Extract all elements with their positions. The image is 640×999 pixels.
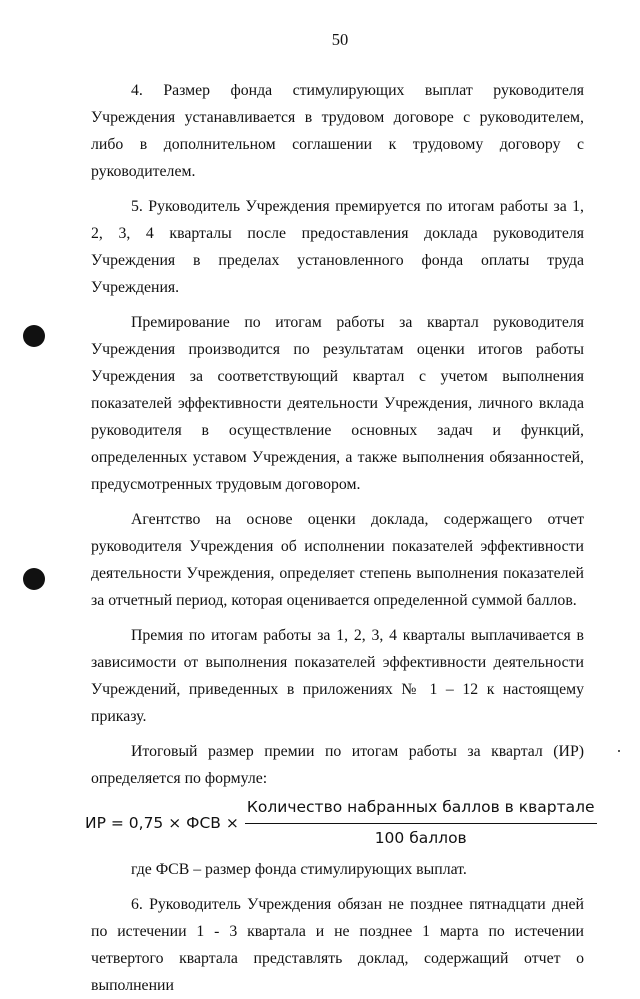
bonus-formula [85, 798, 595, 847]
formula-lhs: ИР = 0,75 × ФСВ × [85, 813, 239, 832]
paragraph-bonus: Премирование по итогам работы за квартал руководителя Учреждения производится по результатам оценки итогов работы Учреждения за соответствующий квартал с учетом выполнения показателей эффективности деятельности Учреждения, личного вклада руководителя в осуществление основных задач и функций, определенных уставом Учреждения, а также выполнения обязанностей, предусмотренных трудовым договором. [91, 314, 584, 493]
paragraph-5: 5. Руководитель Учреждения премируется по итогам работы за 1, 2, 3, 4 кварталы после предоставления доклада руководителя Учреждения в пределах установленного фонда оплаты труда Учреждения. [91, 198, 584, 296]
formula-fraction [245, 794, 597, 852]
paragraph-premium: Премия по итогам работы за 1, 2, 3, 4 кварталы выплачивается в зависимости от выполнения показателей эффективности деятельности Учреждений, приведенных в приложениях № 1 – 12 к настоящему приказу. [91, 627, 584, 725]
document-body [85, 77, 595, 999]
paragraph-6: 6. Руководитель Учреждения обязан не позднее пятнадцати дней по истечении 1 - 3 квартала и не позднее 1 марта по истечении четвертого квартала представлять доклад, содержащий отчет о выполнении [91, 896, 584, 994]
paragraph-4: 4. Размер фонда стимулирующих выплат руководителя Учреждения устанавливается в трудовом договоре с руководителем, либо в дополнительном соглашении к трудовому договору с руководителем. [91, 82, 584, 180]
formula-numerator: Количество набранных баллов в квартале [245, 794, 597, 824]
paragraph-agency: Агентство на основе оценки доклада, содержащего отчет руководителя Учреждения об исполнении показателей эффективности деятельности Учреждения, определяет степень выполнения показателей за отчетный период, которая оценивается определенной суммой баллов. [91, 511, 584, 609]
punch-hole [23, 325, 45, 347]
paragraph-formula-intro: Итоговый размер премии по итогам работы за квартал (ИР) определяется по формуле: [91, 743, 584, 787]
punch-hole [23, 568, 45, 590]
formula-denominator: 100 баллов [374, 829, 467, 847]
scan-speck [618, 750, 620, 752]
page-number: 50 [331, 30, 349, 49]
formula-note: где ФСВ – размер фонда стимулирующих выплат. [131, 861, 467, 878]
